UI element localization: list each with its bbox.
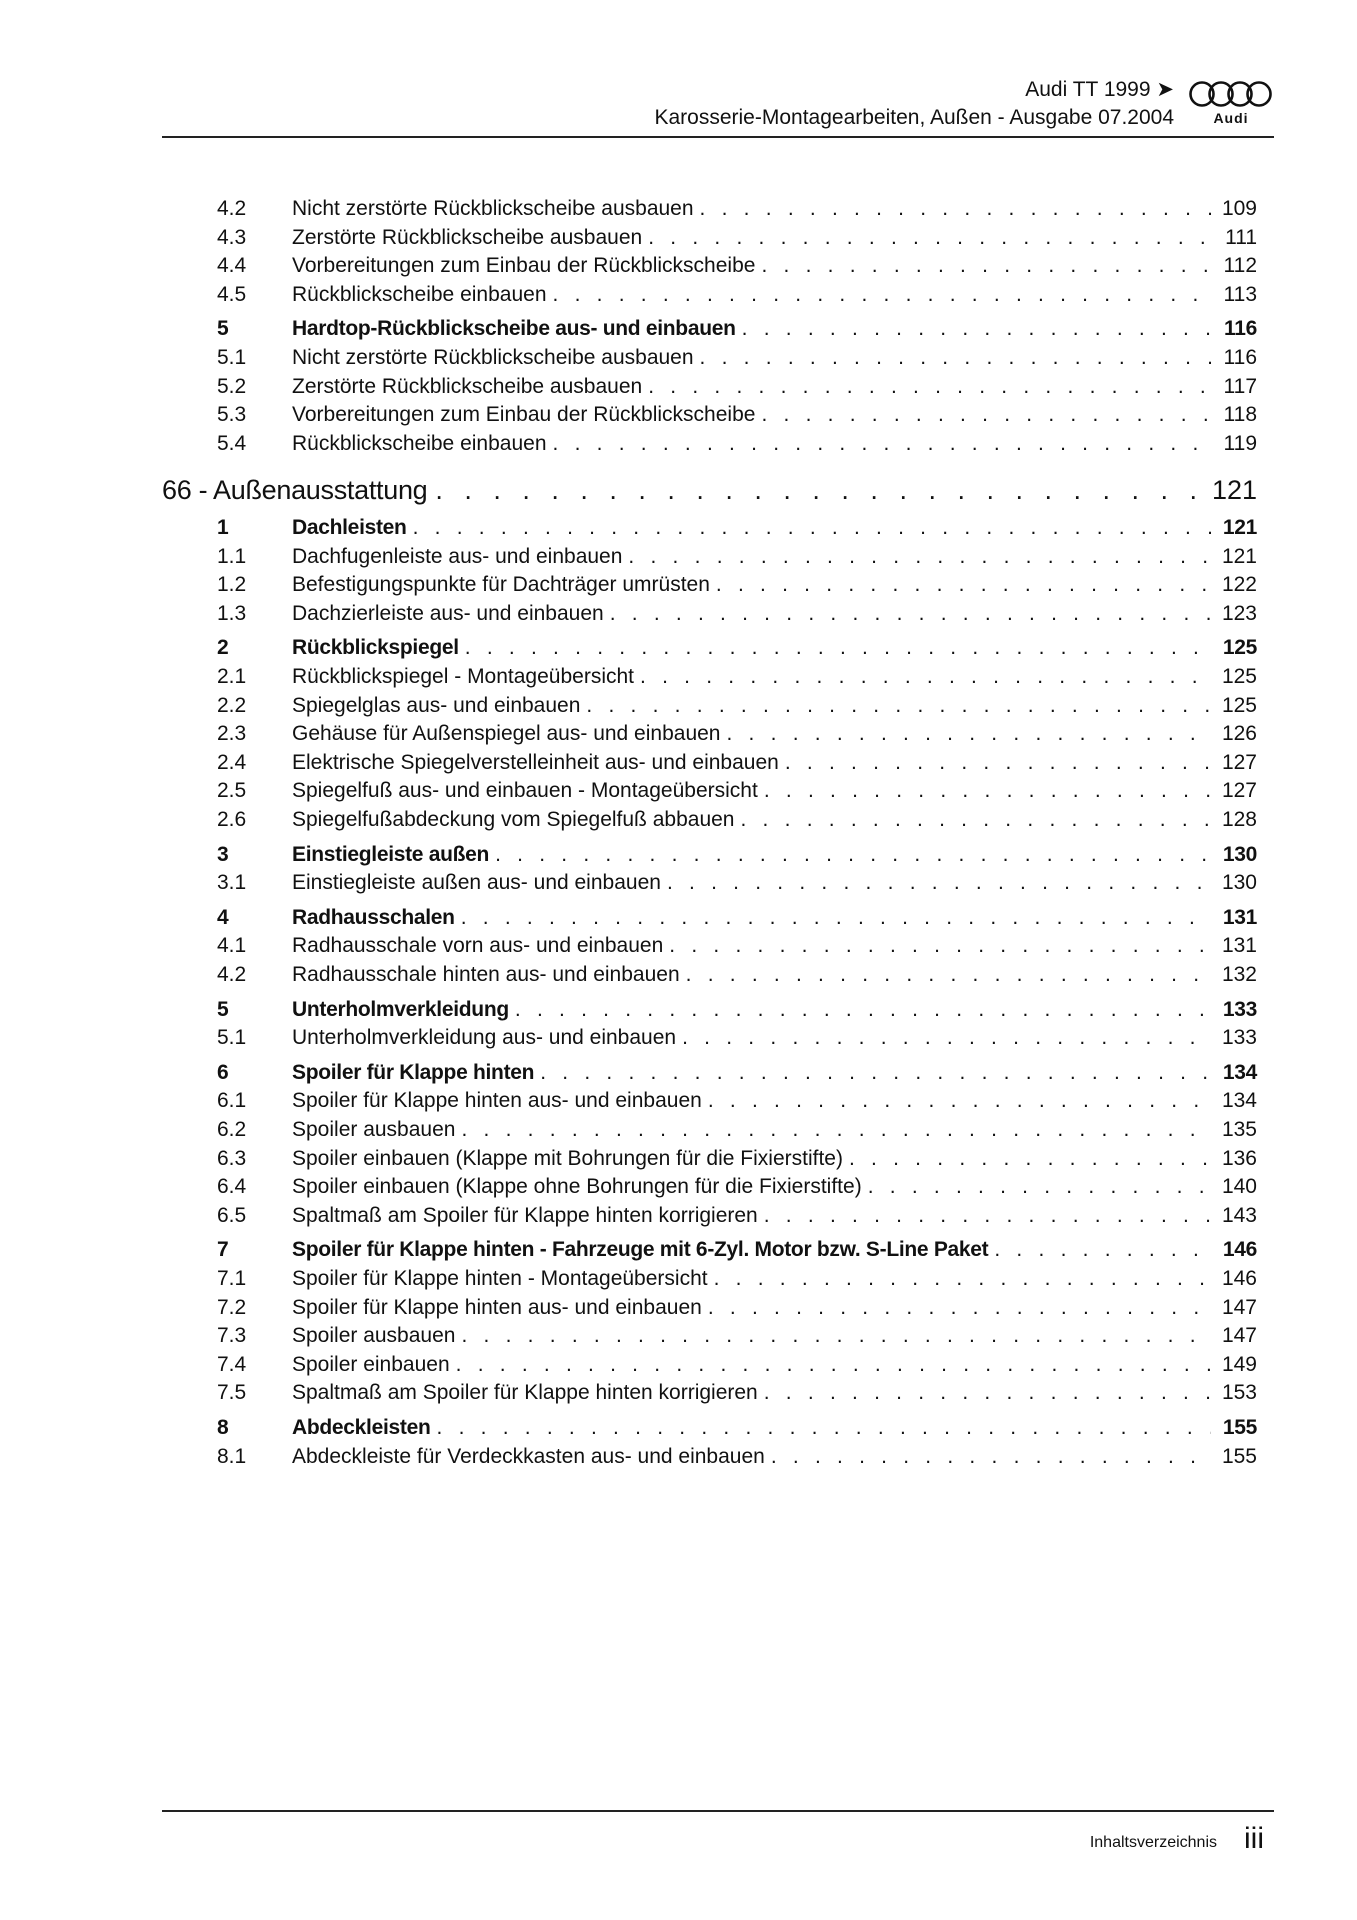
toc-entry[interactable]	[217, 663, 1257, 691]
toc-entry-number: 1.3	[217, 601, 247, 625]
toc-leader-dots	[708, 1294, 1211, 1322]
toc-entry-number: 3.1	[217, 871, 247, 895]
toc-leader-dots	[553, 281, 1212, 309]
toc-entry-line	[292, 1322, 1257, 1350]
toc-entry[interactable]	[217, 401, 1257, 429]
toc-entry-title: Abdeckleiste für Verdeckkasten aus- und einbauen	[292, 1444, 765, 1468]
toc-entry[interactable]	[217, 252, 1257, 280]
audi-rings-icon	[1188, 80, 1274, 108]
toc-entry-number: 5	[217, 997, 229, 1021]
toc-section-entry[interactable]	[217, 315, 1257, 343]
toc-leader-dots	[648, 373, 1211, 401]
toc-entry[interactable]	[217, 281, 1257, 309]
chapter-title: 66 - Außenausstattung	[162, 475, 428, 505]
toc-entry[interactable]	[217, 224, 1257, 252]
toc-entry-number: 7.5	[217, 1381, 247, 1405]
toc-entry-number: 8.1	[217, 1444, 247, 1468]
toc-entry-number: 7.1	[217, 1267, 247, 1290]
toc-leader-dots	[849, 1145, 1211, 1173]
toc-entry-line	[292, 1236, 1257, 1264]
toc-entry-number: 4.3	[217, 225, 247, 249]
chapter-page: 121	[1211, 475, 1257, 505]
toc-entry-page: 149	[1221, 1352, 1257, 1376]
toc-entry[interactable]	[217, 961, 1257, 989]
toc-entry-number: 4.2	[217, 197, 247, 220]
toc-entry-line	[292, 869, 1257, 897]
toc-leader-dots	[495, 841, 1211, 869]
toc-entry[interactable]	[217, 1173, 1257, 1201]
toc-entry-page: 121	[1221, 544, 1257, 568]
toc-entry-number: 4.1	[217, 934, 247, 958]
toc-entry-page: 147	[1221, 1295, 1257, 1319]
toc-entry-number: 6.2	[217, 1118, 247, 1141]
toc-entry-title: Unterholmverkleidung aus- und einbauen	[292, 1026, 677, 1050]
toc-entry-line	[292, 1414, 1257, 1442]
toc-entry-title: Spoiler ausbauen	[292, 1324, 456, 1348]
toc-leader-dots	[764, 1202, 1211, 1230]
toc-entry-title: Befestigungspunkte für Dachträger umrüsten	[292, 573, 710, 597]
toc-entry-line	[292, 344, 1257, 372]
toc-entry-title: Spiegelfußabdeckung vom Spiegelfuß abbauen	[292, 808, 735, 831]
toc-entry-page: 123	[1221, 601, 1257, 625]
toc-entry-number: 8	[217, 1416, 229, 1439]
toc-entry-title: Spiegelglas aus- und einbauen	[292, 693, 581, 717]
toc-entry-title: Spaltmaß am Spoiler für Klappe hinten korrigieren	[292, 1381, 758, 1405]
toc-entry[interactable]	[217, 1024, 1257, 1052]
toc-entry-number: 4.5	[217, 282, 247, 306]
toc-entry-title: Spoiler ausbauen	[292, 1118, 456, 1141]
toc-leader-dots	[740, 806, 1211, 834]
toc-entry[interactable]	[217, 1265, 1257, 1293]
toc-entry[interactable]	[217, 1322, 1257, 1350]
toc-leader-dots	[682, 1024, 1211, 1052]
toc-entry-title: Dachfugenleiste aus- und einbauen	[292, 544, 623, 568]
toc-entry-number: 2	[217, 636, 229, 660]
toc-entry-line	[292, 749, 1257, 777]
header-rule	[162, 136, 1274, 138]
toc-leader-dots	[700, 195, 1211, 223]
toc-entry-page: 116	[1224, 317, 1257, 341]
toc-entry-title: Radhausschale hinten aus- und einbauen	[292, 963, 680, 986]
toc-leader-dots	[764, 777, 1211, 805]
toc-entry-line	[292, 430, 1257, 458]
toc-leader-dots	[461, 904, 1211, 932]
toc-entry[interactable]	[217, 1443, 1257, 1471]
toc-leader-dots	[610, 600, 1211, 628]
toc-entry[interactable]	[217, 543, 1257, 571]
toc-entry-page: 122	[1221, 573, 1257, 597]
toc-entry-number: 2.1	[217, 665, 247, 688]
toc-entry-page: 119	[1223, 431, 1257, 455]
toc-entry-number: 2.6	[217, 808, 247, 831]
toc-entry-number: 6	[217, 1060, 229, 1084]
toc-entry-number: 6.3	[217, 1146, 247, 1170]
toc-entry-number: 2.5	[217, 779, 247, 803]
toc-entry-line	[292, 841, 1257, 869]
toc-entry-title: Einstiegleiste außen	[292, 842, 490, 866]
toc-entry[interactable]	[217, 1379, 1257, 1407]
toc-entry-number: 5.3	[217, 403, 247, 427]
toc-entry-line	[292, 1145, 1257, 1173]
toc-entry-number: 1.1	[217, 544, 247, 568]
toc-entry-title: Gehäuse für Außenspiegel aus- und einbauen	[292, 722, 721, 746]
toc-entry-page: 133	[1222, 997, 1257, 1021]
arrow-right-icon: ➤	[1156, 78, 1174, 101]
toc-entry-title: Radhausschale vorn aus- und einbauen	[292, 934, 664, 958]
toc-entry-title: Rückblickscheibe einbauen	[292, 282, 547, 306]
toc-entry-page: 127	[1221, 779, 1257, 803]
audi-logo	[1188, 80, 1274, 126]
toc-entry-line	[292, 1059, 1257, 1087]
toc-entry-line	[292, 634, 1257, 662]
toc-entry-line	[292, 224, 1257, 252]
toc-leader-dots	[868, 1173, 1211, 1201]
toc-entry-line	[292, 252, 1257, 280]
toc-entry-number: 5.4	[217, 431, 247, 455]
toc-entry-page: 126	[1221, 722, 1257, 746]
toc-entry-line	[292, 996, 1257, 1024]
toc-entry-page: 146	[1222, 1238, 1257, 1262]
toc-entry-number: 3	[217, 842, 229, 866]
toc-entry-page: 130	[1222, 842, 1257, 866]
toc-leader-dots	[771, 1443, 1211, 1471]
toc-leader-dots	[461, 1116, 1211, 1144]
toc-entry-number: 5.2	[217, 374, 247, 398]
toc-entry-line	[292, 1116, 1257, 1144]
toc-entry-number: 4.4	[217, 254, 247, 278]
toc-leader-dots	[437, 1414, 1212, 1442]
toc-entry-title: Radhausschalen	[292, 905, 455, 929]
toc-entry-number: 1	[217, 516, 229, 539]
toc-entry-page: 127	[1221, 750, 1257, 774]
toc-entry-title: Nicht zerstörte Rückblickscheibe ausbauen	[292, 346, 694, 369]
toc-entry-line	[292, 281, 1257, 309]
toc-entry-number: 7	[217, 1238, 229, 1262]
toc-leader-dots	[667, 869, 1211, 897]
toc-leader-dots	[435, 472, 1206, 508]
toc-leader-dots	[785, 749, 1211, 777]
toc-entry-title: Spaltmaß am Spoiler für Klappe hinten korrigieren	[292, 1203, 758, 1227]
toc-entry-title: Hardtop-Rückblickscheibe aus- und einbauen	[292, 317, 736, 341]
toc-entry[interactable]	[217, 777, 1257, 805]
toc-entry-title: Zerstörte Rückblickscheibe ausbauen	[292, 374, 643, 398]
toc-leader-dots	[461, 1322, 1211, 1350]
header-text	[654, 76, 1174, 132]
toc-entry-line	[292, 663, 1257, 691]
toc-entry-line	[292, 1087, 1257, 1115]
toc-entry-page: 147	[1221, 1324, 1257, 1348]
toc-entry-number: 2.2	[217, 693, 247, 717]
toc-entry-title: Rückblickscheibe einbauen	[292, 431, 547, 455]
toc-entry-line	[292, 961, 1257, 989]
toc-leader-dots	[553, 430, 1212, 458]
toc-entry-title: Nicht zerstörte Rückblickscheibe ausbauen	[292, 197, 694, 220]
toc-entry-title: Spoiler für Klappe hinten aus- und einbauen	[292, 1089, 702, 1113]
toc-entry-title: Unterholmverkleidung	[292, 997, 509, 1021]
toc-entry-page: 121	[1222, 516, 1257, 539]
toc-entry[interactable]	[217, 806, 1257, 834]
toc-leader-dots	[456, 1351, 1211, 1379]
toc-entry-title: Spiegelfuß aus- und einbauen - Montageübersicht	[292, 779, 758, 803]
toc-entry-title: Spoiler für Klappe hinten - Fahrzeuge mit 6-Zyl. Motor bzw. S-Line Paket	[292, 1238, 989, 1262]
toc-entry-number: 5.1	[217, 1026, 247, 1050]
toc-leader-dots	[465, 634, 1211, 662]
toc-entry[interactable]	[217, 1087, 1257, 1115]
toc-entry[interactable]	[217, 1116, 1257, 1144]
toc-entry-title: Elektrische Spiegelverstelleinheit aus- und einbauen	[292, 750, 779, 774]
toc-entry-title: Dachzierleiste aus- und einbauen	[292, 601, 604, 625]
toc-leader-dots	[708, 1087, 1211, 1115]
toc-section-entry[interactable]	[217, 1414, 1257, 1442]
toc-entry-page: 131	[1222, 905, 1257, 929]
toc-entry-title: Spoiler einbauen (Klappe mit Bohrungen für die Fixierstifte)	[292, 1146, 843, 1170]
toc-entry[interactable]	[217, 344, 1257, 372]
toc-leader-dots	[648, 224, 1211, 252]
toc-section-entry[interactable]	[217, 841, 1257, 869]
toc-entry[interactable]	[217, 1351, 1257, 1379]
toc-entry[interactable]	[217, 600, 1257, 628]
toc-entry-page: 134	[1222, 1060, 1257, 1084]
toc-entry-title: Spoiler für Klappe hinten aus- und einbauen	[292, 1295, 702, 1319]
toc-entry-page: 125	[1222, 636, 1257, 660]
toc-entry-number: 5	[217, 317, 229, 341]
toc-leader-dots	[726, 720, 1211, 748]
toc-entry-number: 6.4	[217, 1175, 247, 1199]
toc-leader-dots	[761, 252, 1211, 280]
toc-entry-page: 132	[1221, 963, 1257, 986]
toc-entry-page: 140	[1221, 1175, 1257, 1199]
toc-entry-page: 125	[1221, 693, 1257, 717]
toc-entry-line	[292, 401, 1257, 429]
toc-entry-line	[292, 1294, 1257, 1322]
toc-entry-page: 153	[1221, 1381, 1257, 1405]
toc-entry-number: 4	[217, 905, 229, 929]
footer-label: Inhaltsverzeichnis	[1089, 1834, 1217, 1851]
toc-entry-page: 155	[1221, 1444, 1257, 1468]
toc-entry-page: 136	[1221, 1146, 1257, 1170]
toc-entry-page: 135	[1221, 1118, 1257, 1141]
toc-entry-number: 7.3	[217, 1324, 247, 1348]
toc-leader-dots	[716, 571, 1211, 599]
toc-leader-dots	[628, 543, 1211, 571]
toc-entry-line	[292, 514, 1257, 542]
toc-entry[interactable]	[217, 430, 1257, 458]
toc-entry[interactable]	[217, 692, 1257, 720]
toc-entry[interactable]	[217, 571, 1257, 599]
toc-entry-title: Rückblickspiegel - Montageübersicht	[292, 665, 634, 688]
toc-entry-title: Spoiler für Klappe hinten - Montageübersicht	[292, 1267, 708, 1290]
toc-entry-title: Spoiler einbauen (Klappe ohne Bohrungen für die Fixierstifte)	[292, 1175, 862, 1199]
toc-entry[interactable]	[217, 373, 1257, 401]
toc-entry[interactable]	[217, 869, 1257, 897]
toc-section-entry[interactable]	[217, 1059, 1257, 1087]
toc-entry-page: 143	[1221, 1203, 1257, 1227]
footer-rule	[162, 1810, 1274, 1812]
toc-entry-number: 2.4	[217, 750, 247, 774]
toc-section-entry[interactable]	[217, 514, 1257, 542]
header-subtitle: Karosserie-Montagearbeiten, Außen - Ausgabe 07.2004	[654, 106, 1174, 129]
toc-entry-number: 2.3	[217, 722, 247, 746]
toc-entry-line	[292, 1379, 1257, 1407]
toc-entry-number: 7.2	[217, 1295, 247, 1319]
toc-entry-line	[292, 1265, 1257, 1293]
toc-entry-line	[292, 600, 1257, 628]
toc-leader-dots	[586, 692, 1211, 720]
toc-leader-dots	[761, 401, 1211, 429]
toc-leader-dots	[540, 1059, 1211, 1087]
toc-entry-page: 128	[1221, 808, 1257, 831]
toc-leader-dots	[686, 961, 1211, 989]
toc-entry-line	[292, 315, 1257, 343]
toc-entry[interactable]	[217, 749, 1257, 777]
toc-leader-dots	[515, 996, 1211, 1024]
toc-entry[interactable]	[217, 932, 1257, 960]
toc-entry-page: 112	[1223, 254, 1257, 278]
toc-entry-page: 118	[1223, 403, 1257, 427]
toc-entry-line	[292, 195, 1257, 223]
toc-entry-page: 133	[1221, 1026, 1257, 1050]
toc-entry-line	[292, 904, 1257, 932]
toc-chapter-heading[interactable]	[162, 472, 1257, 508]
toc-leader-dots	[742, 315, 1211, 343]
toc-entry-line	[292, 720, 1257, 748]
toc-entry-page: 109	[1221, 197, 1257, 220]
toc-entry-page: 117	[1223, 374, 1257, 398]
audi-wordmark: Audi	[1213, 110, 1249, 126]
toc-entry-page: 113	[1223, 282, 1257, 306]
toc-entry-title: Abdeckleisten	[292, 1416, 431, 1439]
toc-entry-page: 125	[1221, 665, 1257, 688]
toc-entry-line	[292, 1351, 1257, 1379]
toc-entry-title: Vorbereitungen zum Einbau der Rückblickscheibe	[292, 403, 756, 427]
footer-page-number: iii	[1244, 1822, 1264, 1855]
toc-entry-line	[292, 1202, 1257, 1230]
toc-entry-number: 4.2	[217, 963, 247, 986]
toc-section-entry[interactable]	[217, 996, 1257, 1024]
toc-section-entry[interactable]	[217, 634, 1257, 662]
toc-entry-title: Spoiler einbauen	[292, 1352, 450, 1376]
header-model	[654, 76, 1174, 104]
toc-leader-dots	[764, 1379, 1211, 1407]
toc-entry-line	[292, 1024, 1257, 1052]
toc-entry-line	[292, 1443, 1257, 1471]
toc-leader-dots	[700, 344, 1211, 372]
toc-entry-number: 6.1	[217, 1089, 247, 1113]
toc-entry-number: 7.4	[217, 1352, 247, 1376]
toc-entry[interactable]	[217, 195, 1257, 223]
toc-leader-dots	[669, 932, 1211, 960]
toc-entry-page: 146	[1221, 1267, 1257, 1290]
toc-entry-title: Zerstörte Rückblickscheibe ausbauen	[292, 225, 643, 249]
toc-entry-page: 134	[1221, 1089, 1257, 1113]
toc-leader-dots	[640, 663, 1211, 691]
toc-entry-line	[292, 571, 1257, 599]
toc-entry-page: 111	[1225, 225, 1257, 249]
header-model-text: Audi TT 1999	[1025, 78, 1151, 101]
toc-entry-title: Dachleisten	[292, 516, 407, 539]
toc-entry[interactable]	[217, 720, 1257, 748]
toc-entry-title: Spoiler für Klappe hinten	[292, 1060, 535, 1084]
toc-entry-line	[292, 806, 1257, 834]
toc-entry[interactable]	[217, 1145, 1257, 1173]
toc-entry-line	[292, 692, 1257, 720]
toc-leader-dots	[994, 1236, 1211, 1264]
toc-section-entry[interactable]	[217, 1236, 1257, 1264]
toc-entry-number: 5.1	[217, 346, 247, 369]
page-header	[162, 76, 1274, 136]
toc-entry-title: Einstiegleiste außen aus- und einbauen	[292, 871, 661, 895]
toc-entry-title: Vorbereitungen zum Einbau der Rückblickscheibe	[292, 254, 756, 278]
toc-entry-line	[292, 373, 1257, 401]
toc-entry[interactable]	[217, 1202, 1257, 1230]
toc-entry-number: 1.2	[217, 573, 247, 597]
toc-entry-line	[292, 543, 1257, 571]
toc-entry-line	[292, 1173, 1257, 1201]
toc-entry-title: Rückblickspiegel	[292, 636, 459, 660]
toc-entry-page: 130	[1221, 871, 1257, 895]
toc-entry-number: 6.5	[217, 1203, 247, 1227]
toc-entry-page: 116	[1223, 346, 1257, 369]
toc-entry-line	[292, 932, 1257, 960]
toc-entry-line	[292, 777, 1257, 805]
toc-entry-page: 131	[1221, 934, 1257, 958]
toc-section-entry[interactable]	[217, 904, 1257, 932]
toc-entry-page: 155	[1222, 1416, 1257, 1439]
toc-leader-dots	[413, 514, 1211, 542]
toc-entry[interactable]	[217, 1294, 1257, 1322]
toc-leader-dots	[714, 1265, 1211, 1293]
